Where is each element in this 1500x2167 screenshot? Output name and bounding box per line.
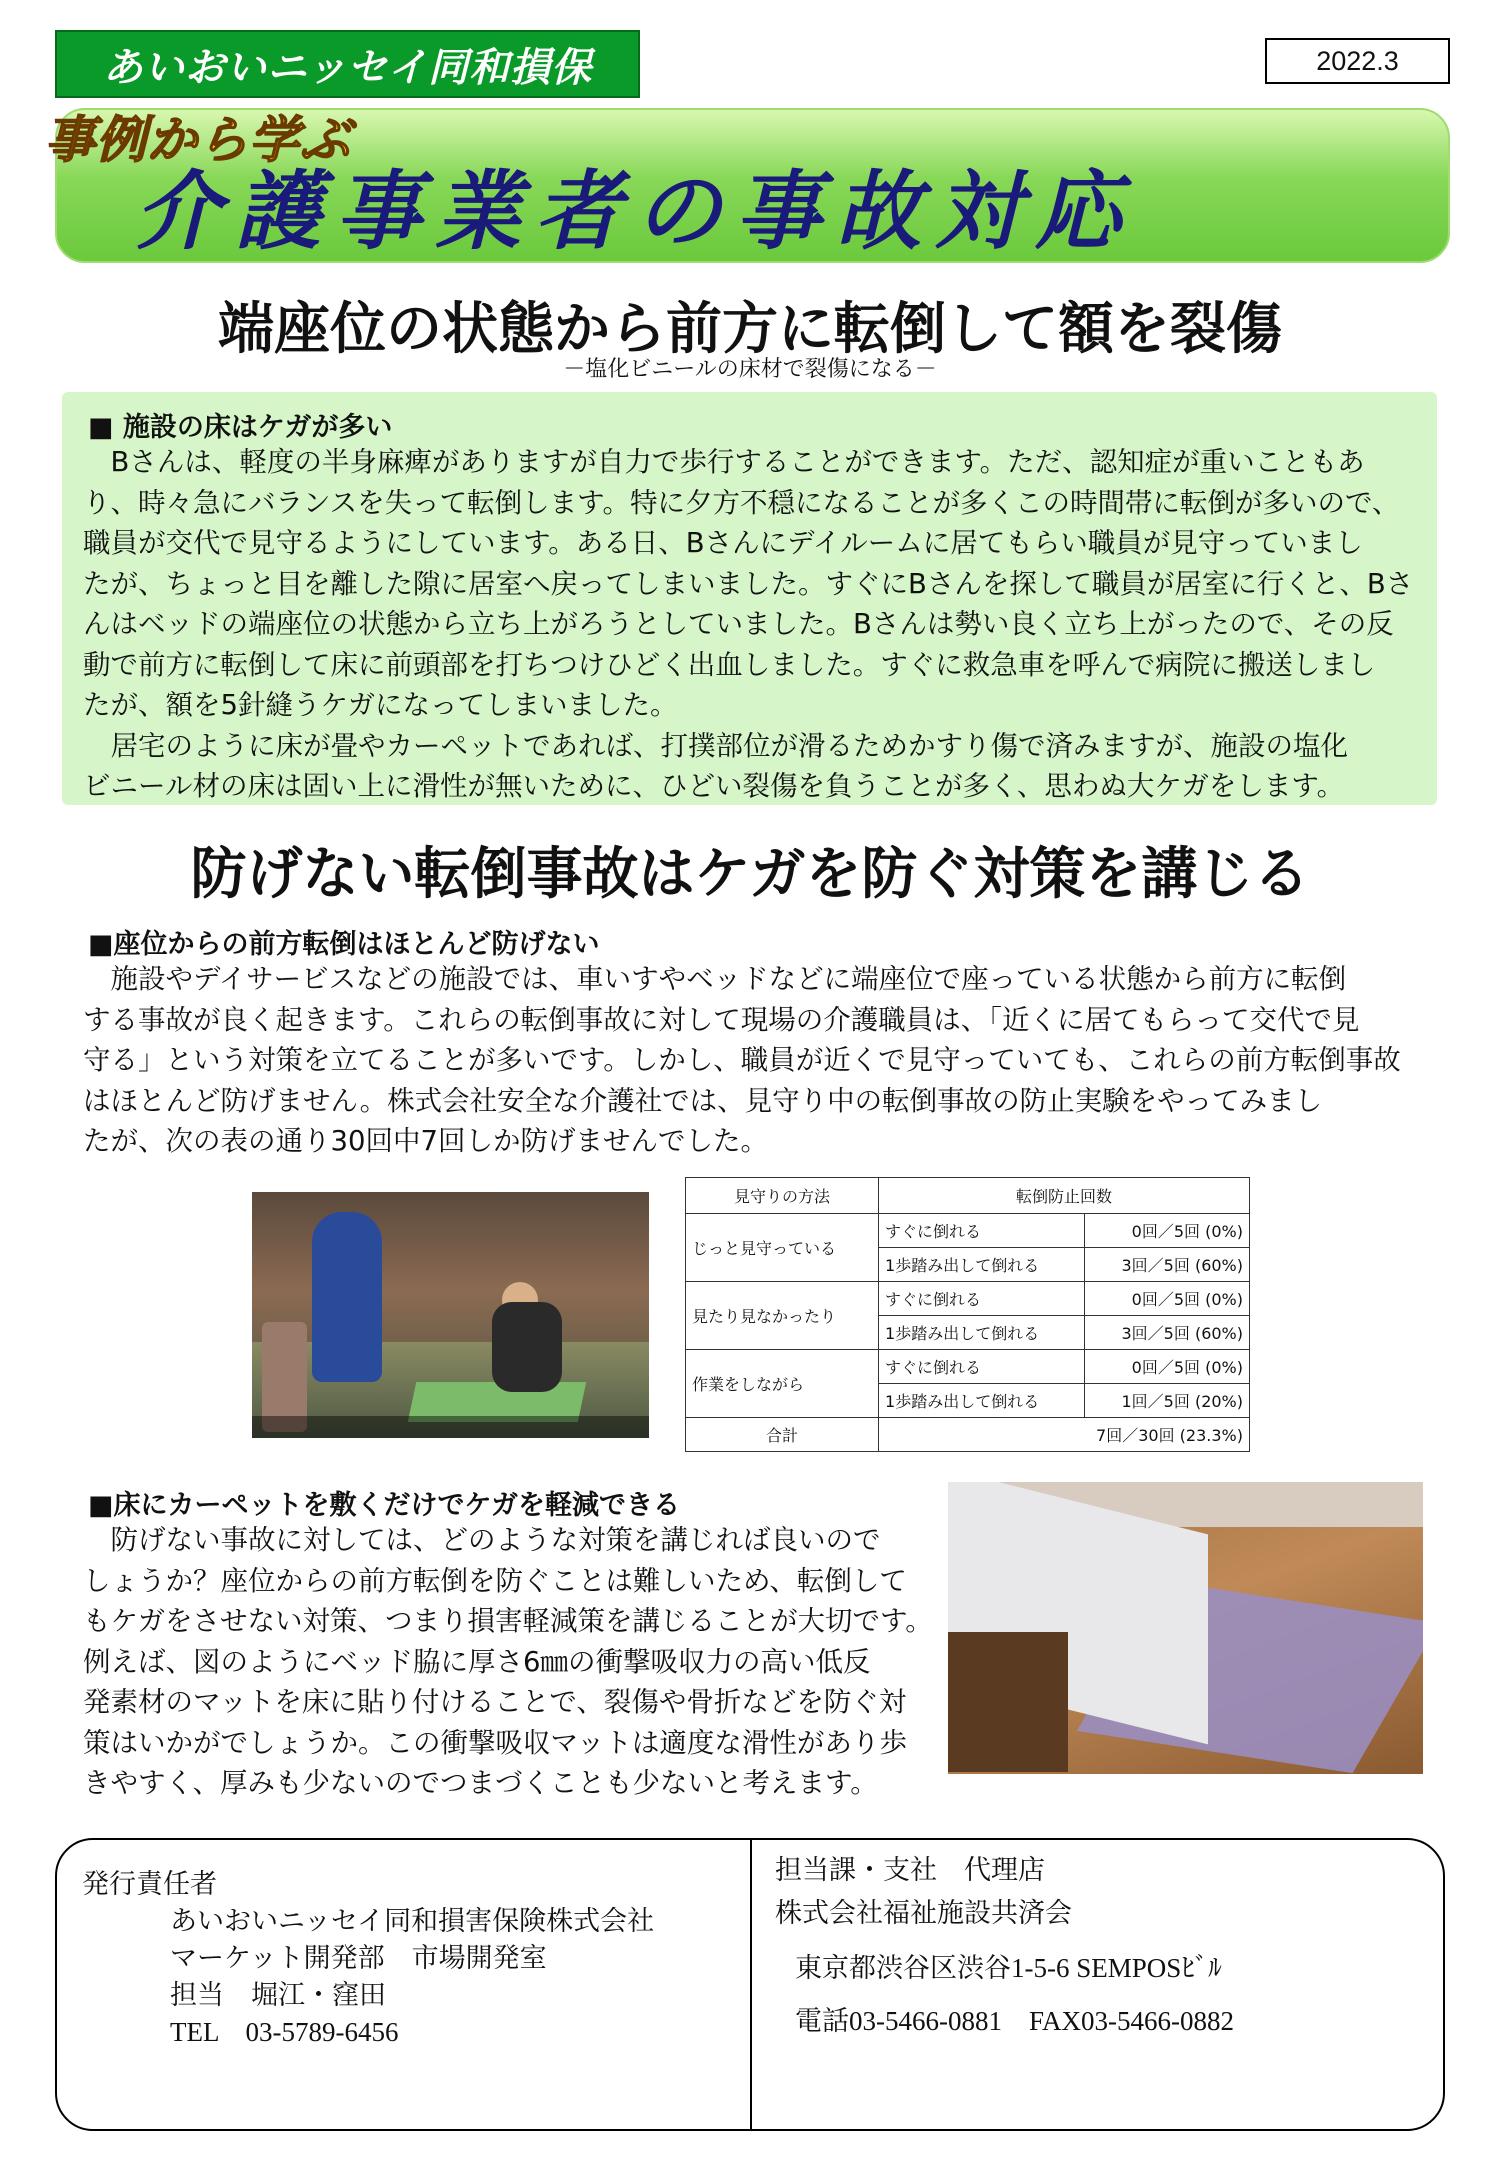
text-line: 守る」という対策を立てることが多いです。しかし、職員が近くで見守っていても、これらの前方転倒事故 xyxy=(83,1044,1401,1076)
publisher-label: 発行責任者 xyxy=(82,1869,217,1899)
text-line: たが、額を5針縫うケガになってしまいました。 xyxy=(83,689,678,721)
bedside-mat-photo xyxy=(948,1482,1423,1774)
result-cell: 3回／5回 (60%) xyxy=(1084,1248,1249,1282)
agent-label: 担当課・支社 代理店 xyxy=(775,1855,1045,1885)
text-line: ビニール材の床は固い上に滑性が無いために、ひどい裂傷を負うことが多く、思わぬ大ケガをします。 xyxy=(83,770,1345,802)
section2-text xyxy=(83,1520,933,1804)
text-line: しょうか？座位からの前方転倒を防ぐことは難しいため、転倒して xyxy=(83,1564,907,1597)
publisher-info xyxy=(170,1903,654,2051)
table-row xyxy=(686,1214,1250,1248)
article1-subtitle: －塩化ビニールの床材で裂傷になる－ xyxy=(563,357,937,382)
publisher-line: TEL 03-5789-6456 xyxy=(170,2017,399,2047)
section1-text xyxy=(83,959,1401,1162)
text-line: する事故が良く起きます。これらの転倒事故に対して現場の介護職員は、「近くに居てもらって交代で見 xyxy=(83,1003,1360,1036)
text-line: たが、次の表の通り30回中7回しか防げませんでした。 xyxy=(83,1125,768,1157)
total-value: 7回／30回 (23.3%) xyxy=(879,1418,1250,1452)
text-line: 策はいかがでしょうか。この衝撃吸収マットは適度な滑性があり歩 xyxy=(83,1726,907,1759)
brand-header xyxy=(55,30,640,98)
method-cell: 見たり見なかったり xyxy=(686,1282,879,1350)
fall-prevention-table xyxy=(685,1177,1250,1452)
footer-divider xyxy=(750,1840,752,2129)
agent-name: 株式会社福祉施設共済会 xyxy=(775,1898,1072,1928)
text-line: 防げない事故に対しては、どのような対策を講じれば良いので xyxy=(83,1524,881,1556)
section2-heading: ■床にカーペットを敷くだけでケガを軽減できる xyxy=(88,1490,680,1521)
condition-cell: 1歩踏み出して倒れる xyxy=(879,1384,1085,1418)
photo-resident xyxy=(492,1302,562,1392)
condition-cell: すぐに倒れる xyxy=(879,1350,1085,1384)
article1-title: 端座位の状態から前方に転倒して額を裂傷 xyxy=(218,297,1282,362)
condition-cell: 1歩踏み出して倒れる xyxy=(879,1316,1085,1350)
experiment-photo xyxy=(252,1192,649,1438)
publisher-line: あいおいニッセイ同和損害保険株式会社 xyxy=(170,1906,655,1936)
condition-cell: 1歩踏み出して倒れる xyxy=(879,1248,1085,1282)
total-label: 合計 xyxy=(686,1418,879,1452)
table-header-row xyxy=(686,1178,1250,1214)
table-total-row xyxy=(686,1418,1250,1452)
banner-subtitle: 事例から学ぶ xyxy=(45,111,351,169)
text-line: Bさんは、軽度の半身麻痺がありますが自力で歩行することができます。ただ、認知症が重いこともあ xyxy=(83,446,1365,478)
text-line: 動で前方に転倒して床に前頭部を打ちつけひどく出血しました。すぐに救急車を呼んで病院に搬送しまし xyxy=(83,648,1376,681)
photo-caregiver xyxy=(312,1212,382,1382)
publisher-line: マーケット開発部 市場開発室 xyxy=(170,1943,547,1973)
text-line: きやすく、厚みも少ないのでつまづくことも少ないと考えます。 xyxy=(83,1767,878,1799)
text-line: もケガをさせない対策、つまり損害軽減策を講じることが大切です。 xyxy=(83,1605,933,1637)
result-cell: 3回／5回 (60%) xyxy=(1084,1316,1249,1350)
table-row xyxy=(686,1350,1250,1384)
section1-heading: ■座位からの前方転倒はほとんど防げない xyxy=(88,929,600,960)
brand-name: あいおいニッセイ同和損保 xyxy=(102,44,593,91)
condition-cell: すぐに倒れる xyxy=(879,1282,1085,1316)
result-cell: 0回／5回 (0%) xyxy=(1084,1282,1249,1316)
text-line: り、時々急にバランスを失って転倒します。特に夕方不穏になることが多くこの時間帯に転倒が多いので、 xyxy=(83,486,1400,519)
text-line: んはベッドの端座位の状態から立ち上がろうとしていました。Bさんは勢い良く立ち上がったので、その反 xyxy=(83,608,1394,640)
text-line: 職員が交代で見守るようにしています。ある日、Bさんにデイルームに居てもらい職員が見守っていまし xyxy=(83,527,1363,559)
result-cell: 1回／5回 (20%) xyxy=(1084,1384,1249,1418)
result-cell: 0回／5回 (0%) xyxy=(1084,1214,1249,1248)
header-method: 見守りの方法 xyxy=(686,1178,879,1214)
video-progress-bar xyxy=(252,1416,649,1438)
text-line: たが、ちょっと目を離した隙に居室へ戻ってしまいました。すぐにBさんを探して職員が居室に行くと、Bさ xyxy=(83,567,1414,600)
table-row xyxy=(686,1282,1250,1316)
case-text xyxy=(83,442,1413,807)
text-line: 発素材のマットを床に貼り付けることで、裂傷や骨折などを防ぐ対 xyxy=(83,1686,907,1718)
condition-cell: すぐに倒れる xyxy=(879,1214,1085,1248)
method-cell: 作業をしながら xyxy=(686,1350,879,1418)
agent-phone: 電話03-5466-0881 FAX03-5466-0882 xyxy=(795,2006,1234,2036)
article2-title: 防げない転倒事故はケガを防ぐ対策を講じる xyxy=(190,842,1310,907)
photo-bed-frame xyxy=(948,1632,1068,1772)
case-heading: ■ 施設の床はケガが多い xyxy=(88,412,393,443)
banner-title: 介護事業者の事故対応 xyxy=(135,162,1135,262)
text-line: 例えば、図のようにベッド脇に厚さ6㎜の衝撃吸収力の高い低反 xyxy=(83,1645,871,1678)
agent-address: 東京都渋谷区渋谷1-5-6 SEMPOSﾋﾞﾙ xyxy=(795,1953,1222,1983)
text-line: はほとんど防げません。株式会社安全な介護社では、見守り中の転倒事故の防止実験をやってみまし xyxy=(83,1084,1323,1117)
publisher-line: 担当 堀江・窪田 xyxy=(170,1980,386,2010)
header-count: 転倒防止回数 xyxy=(879,1178,1250,1214)
text-line: 施設やデイサービスなどの施設では、車いすやベッドなどに端座位で座っている状態から前方に転倒 xyxy=(83,963,1347,995)
result-cell: 0回／5回 (0%) xyxy=(1084,1350,1249,1384)
issue-date: 2022.3 xyxy=(1265,38,1450,84)
text-line: 居宅のように床が畳やカーペットであれば、打撲部位が滑るためかすり傷で済みますが、施設の塩化 xyxy=(83,729,1348,762)
method-cell: じっと見守っている xyxy=(686,1214,879,1282)
